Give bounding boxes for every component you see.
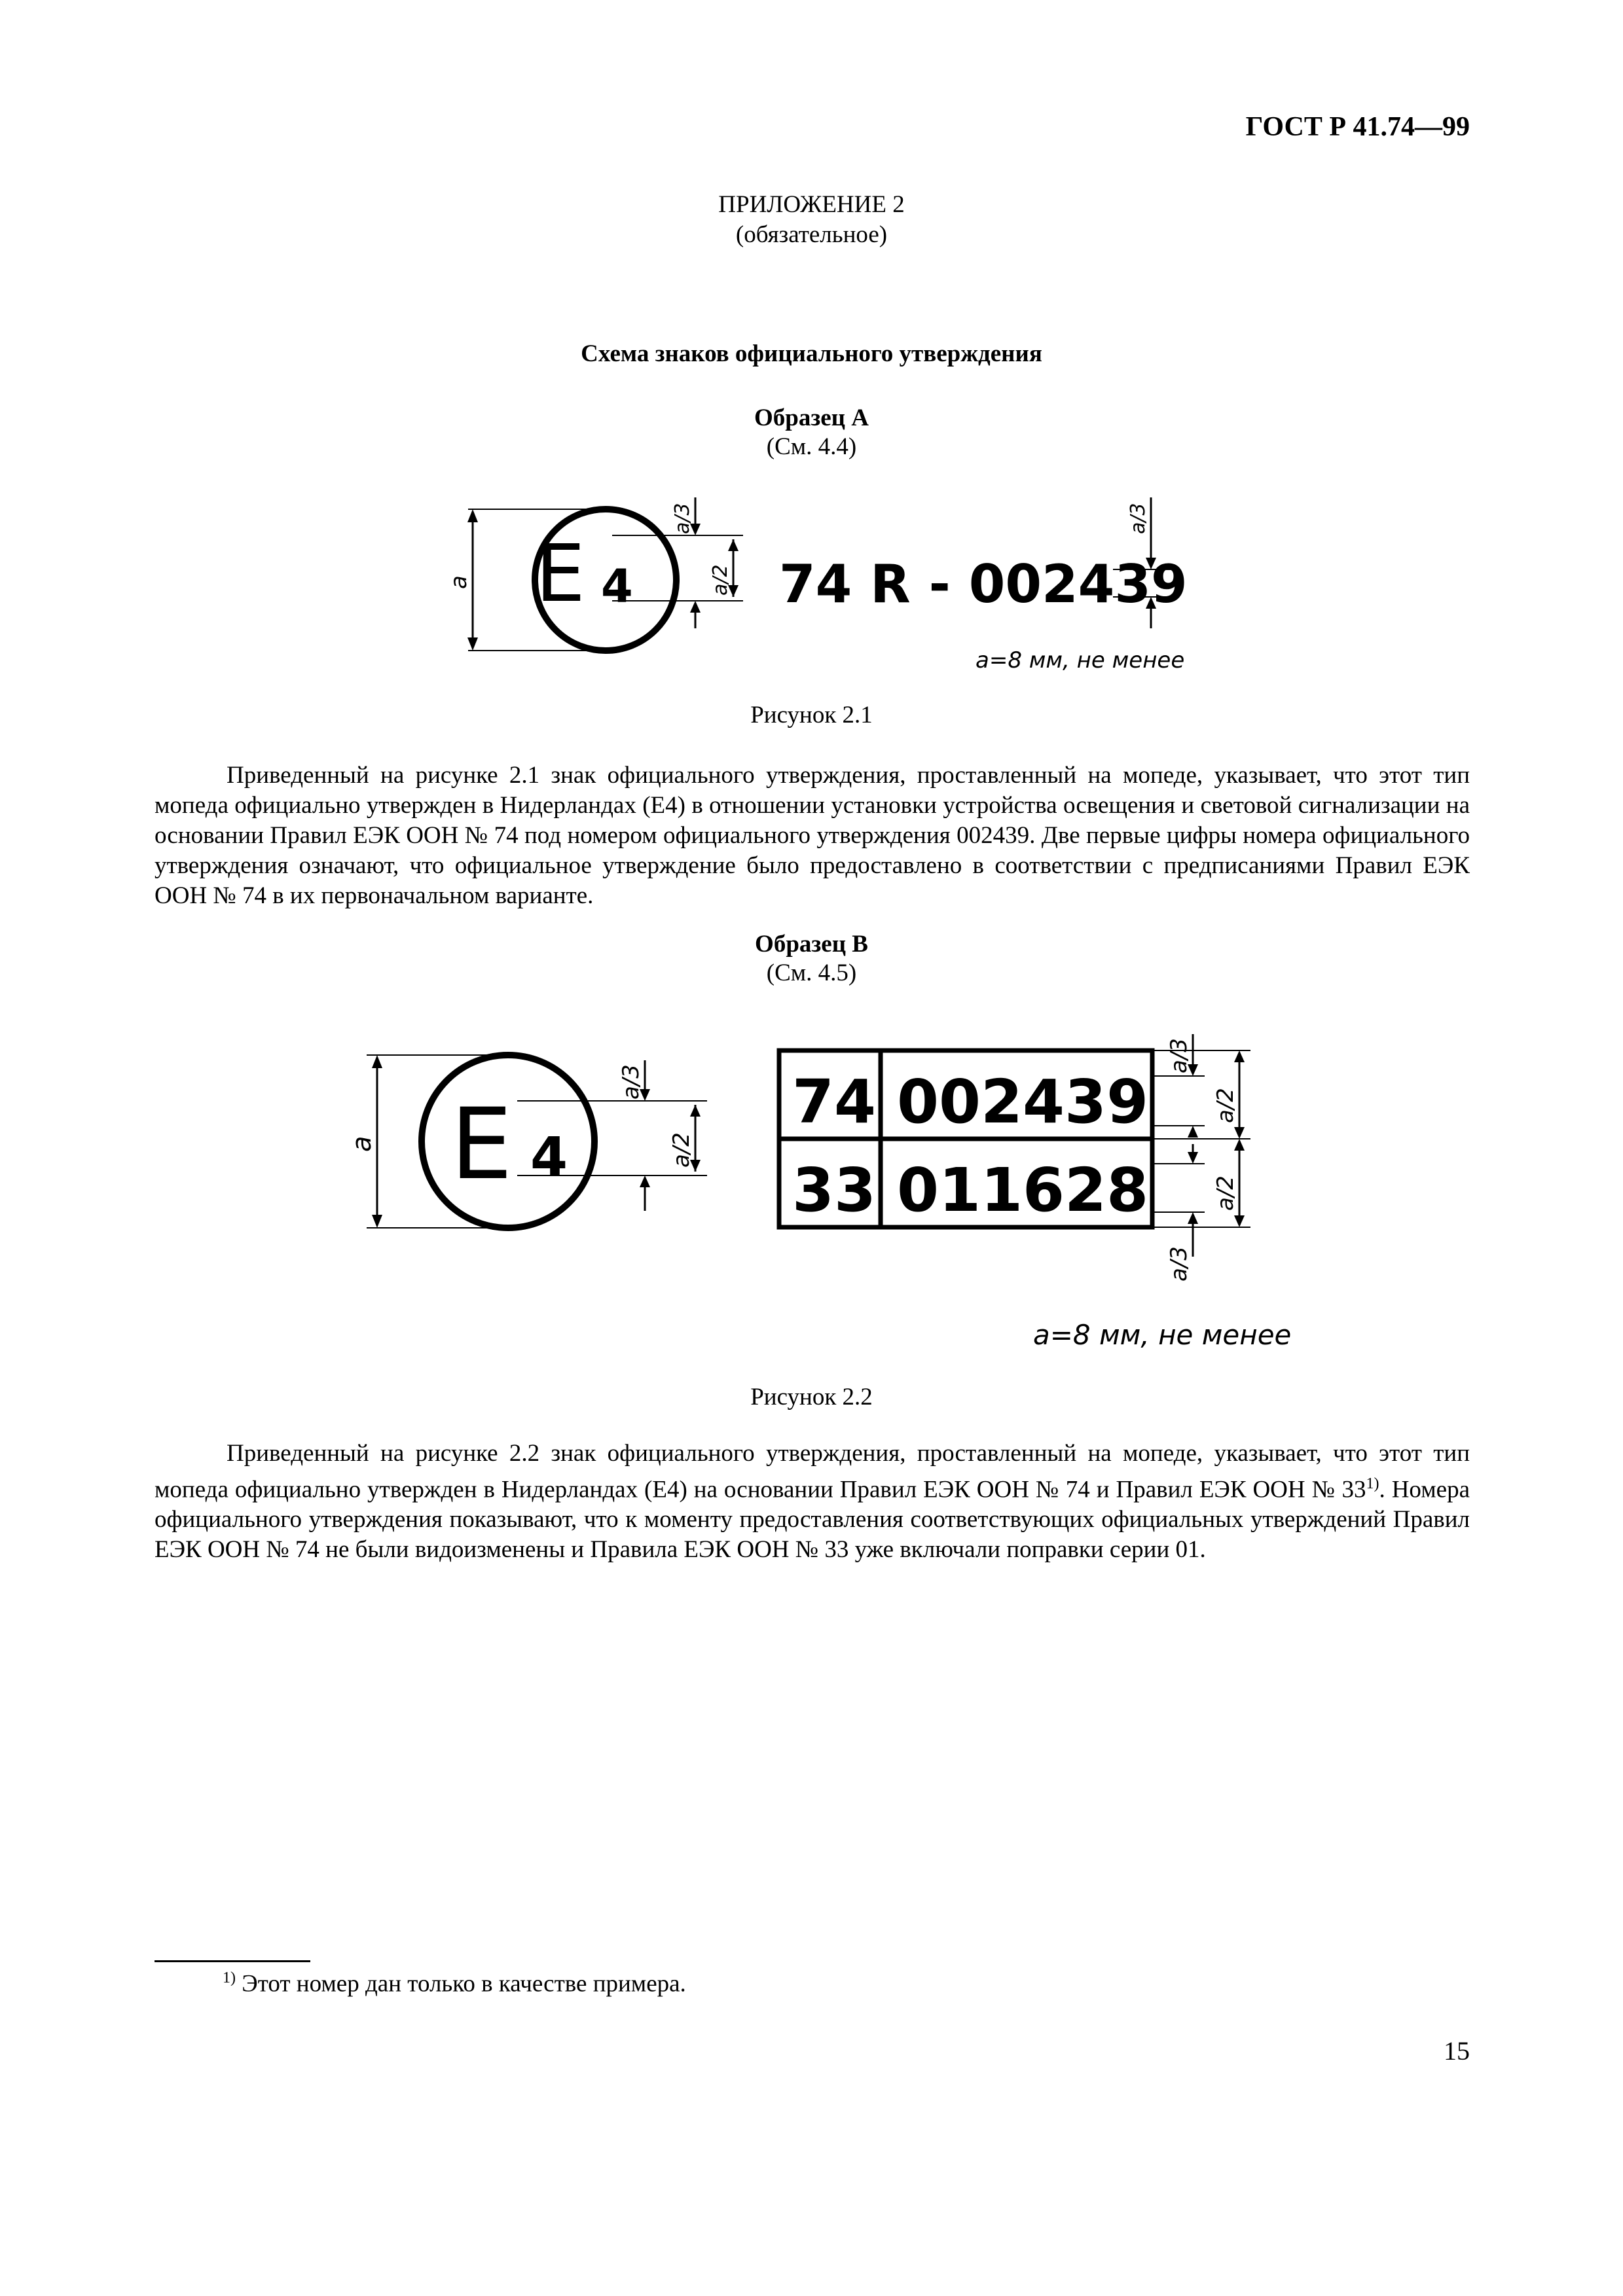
figure-2-2-caption: Рисунок 2.2 [750,1384,873,1410]
figure-2-1-caption: Рисунок 2.1 [750,702,873,728]
dim-a2-label-top: a/2 [1213,1088,1239,1123]
document-id: ГОСТ Р 41.74—99 [1245,112,1470,142]
approval-mark-figure-a [0,471,1623,687]
dim-a3-label-top: a/3 [1166,1038,1192,1073]
dim-a3-label-b: a/3 [618,1064,644,1100]
dim-a-label-b: a [347,1136,377,1152]
dim-a2-label-b: a/2 [668,1132,695,1168]
section-title: Схема знаков официального утверждения [581,340,1042,367]
annex-title: ПРИЛОЖЕНИЕ 2 [718,191,905,218]
sample-b-title: Образец B [755,931,868,958]
footnote: $^{1)}$ Этот номер дан только в качестве примера. [223,1969,686,1998]
mark-letter-e: E [536,529,585,620]
annex-subtitle: (обязательное) [735,221,888,248]
approval-number-002439: 002439 [897,1067,1149,1137]
page-number: 15 [1444,2036,1470,2066]
size-note-a: a=8 мм, не менее [976,647,1185,673]
footnote-divider [155,1960,310,1962]
dim-a3-label: a/3 [671,503,694,534]
footnote-ref: 1) [1366,1475,1379,1492]
size-note-b: a=8 мм, не менее [1033,1319,1292,1351]
dim-a3-label-right: a/3 [1127,503,1150,534]
sample-b-ref: (См. 4.5) [766,960,857,986]
dim-a2-label-bottom: a/2 [1213,1175,1239,1211]
dim-a2-label: a/2 [709,564,732,596]
approval-mark-figure-b [0,1001,1623,1355]
sample-a-title: Образец A [754,404,869,431]
mark-letter-e-b: E [450,1088,513,1202]
paragraph-1: Приведенный на рисунке 2.1 знак официального утверждения, проставленный на мопеде, указывает, что этот тип мопеда официально утвержден в Нидерландах (E4) в отношении установки устройства освещения и световой сигнализации на основании Правил ЕЭК ООН № 74 под номером официального утверждения 002439. Две первые цифры номера официального утверждения означают, что официальное утверждение было предоставлено в соответствии с предписаниями Правил ЕЭК ООН № 74 в их первоначальном варианте. [155,762,1470,909]
mark-country-number-b: 4 [530,1126,568,1189]
mark-country-number: 4 [601,560,633,613]
dim-a-label: a [446,575,472,589]
regulation-33: 33 [792,1155,877,1225]
sample-a-ref: (См. 4.4) [766,433,857,460]
paragraph-2: Приведенный на рисунке 2.2 знак официального утверждения, проставленный на мопеде, указывает, что этот тип мопеда официально утвержден в Нидерландах (E4) на основании Правил ЕЭК ООН № 74 и Правил ЕЭК ООН № 33$^{1)}$. Номера официального утверждения показывают, что к моменту предоставления соответствующих официальных утверждений Правил ЕЭК ООН № 74 не были видоизменены и Правила ЕЭК ООН № 33 уже включали поправки серии 01. [155,1440,1470,1564]
approval-number-a: 74 R - 002439 [779,554,1188,615]
dim-a3-label-bottom: a/3 [1166,1246,1192,1282]
regulation-74: 74 [792,1067,877,1137]
approval-number-011628: 011628 [897,1155,1149,1225]
